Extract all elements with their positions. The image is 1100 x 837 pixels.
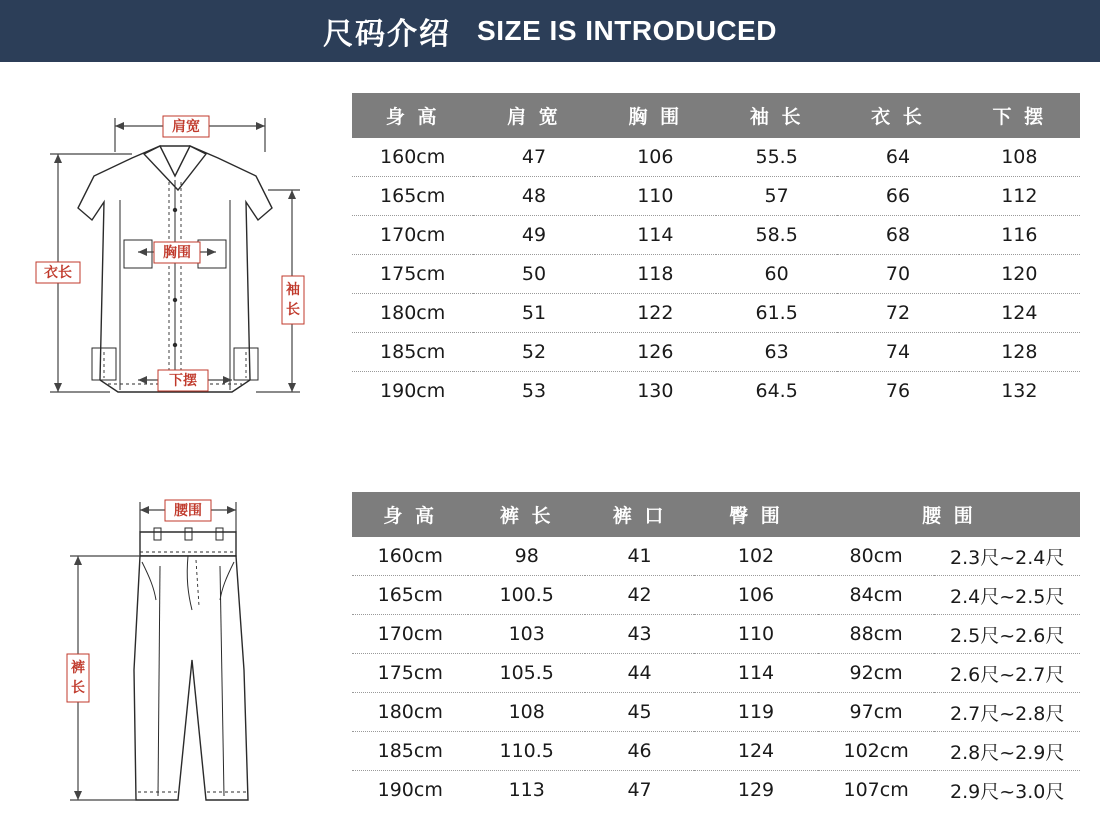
col-header-length: 衣 长	[837, 93, 958, 138]
jacket-diagram	[20, 80, 330, 420]
table-row	[352, 615, 1080, 654]
cell-waist-chi: 2.4尺~2.5尺	[934, 576, 1080, 615]
cell-pant-length: 113	[508, 779, 545, 801]
cell-height: 190cm	[377, 779, 443, 801]
jacket-size-table	[352, 93, 1080, 410]
cell-hip: 106	[694, 576, 818, 615]
cell-height: 180cm	[352, 294, 473, 333]
cell-shoulder: 49	[473, 216, 594, 255]
cell-waist-chi: 2.3尺~2.4尺	[934, 537, 1080, 576]
col-header-shoulder: 肩 宽	[473, 93, 594, 138]
cell-length: 64	[837, 138, 958, 177]
cell-hip: 119	[694, 693, 818, 732]
cell-waist-chi: 2.8尺~2.9尺	[934, 732, 1080, 771]
cell-hem: 112	[959, 177, 1080, 216]
cell-chest: 122	[595, 294, 716, 333]
cell-hem: 124	[959, 294, 1080, 333]
cell-length: 66	[837, 177, 958, 216]
cell-height: 165cm	[352, 177, 473, 216]
cell-hip: 129	[737, 779, 775, 801]
cell-shoulder: 47	[473, 138, 594, 177]
table-row	[352, 255, 1080, 294]
pants-size-table	[352, 492, 1080, 809]
cell-height: 175cm	[352, 255, 473, 294]
table-header-row	[352, 492, 1080, 537]
table-row	[352, 138, 1080, 177]
cell-hem: 116	[959, 216, 1080, 255]
pants-diagram	[20, 470, 330, 830]
col-header-chest: 胸 围	[595, 93, 716, 138]
cell-waist-chi: 2.7尺~2.8尺	[934, 693, 1080, 732]
cell-pant-opening: 45	[585, 693, 694, 732]
cell-hip: 102	[694, 537, 818, 576]
cell-chest: 126	[595, 333, 716, 372]
cell-waist-cm: 88cm	[818, 615, 934, 654]
cell-height: 190cm	[380, 380, 446, 402]
cell-pant-opening: 42	[585, 576, 694, 615]
cell-pant-length: 105.5	[468, 654, 584, 693]
cell-hip: 114	[694, 654, 818, 693]
col-header-waist: 腰 围	[818, 492, 1080, 537]
label-pant-length-1: 裤	[71, 660, 85, 676]
col-header-hip: 臀 围	[694, 492, 818, 537]
label-hem: 下摆	[169, 373, 197, 389]
cell-chest: 118	[595, 255, 716, 294]
table-row	[352, 693, 1080, 732]
cell-sleeve: 57	[716, 177, 837, 216]
table-row	[352, 216, 1080, 255]
label-waist: 腰围	[174, 503, 202, 519]
cell-shoulder: 51	[473, 294, 594, 333]
cell-sleeve: 55.5	[716, 138, 837, 177]
cell-height: 170cm	[352, 615, 468, 654]
cell-height: 175cm	[352, 654, 468, 693]
cell-chest: 130	[637, 380, 674, 402]
cell-length: 76	[885, 380, 911, 402]
cell-height: 160cm	[352, 537, 468, 576]
cell-shoulder: 53	[521, 380, 547, 402]
label-sleeve-2: 长	[286, 302, 300, 318]
label-chest: 胸围	[163, 245, 191, 261]
cell-waist-chi: 2.5尺~2.6尺	[934, 615, 1080, 654]
cell-shoulder: 48	[473, 177, 594, 216]
cell-waist-chi: 2.9尺~3.0尺	[949, 780, 1065, 803]
cell-waist-cm: 107cm	[843, 779, 909, 801]
cell-hem: 128	[959, 333, 1080, 372]
cell-height: 160cm	[352, 138, 473, 177]
label-pant-length-2: 长	[71, 680, 85, 696]
label-body-length: 衣长	[44, 265, 72, 281]
col-header-hem: 下 摆	[959, 93, 1080, 138]
cell-pant-opening: 46	[585, 732, 694, 771]
cell-height: 165cm	[352, 576, 468, 615]
cell-hip: 124	[694, 732, 818, 771]
cell-pant-opening: 44	[585, 654, 694, 693]
cell-sleeve: 61.5	[716, 294, 837, 333]
cell-chest: 110	[595, 177, 716, 216]
cell-pant-length: 110.5	[468, 732, 584, 771]
jacket-size-table-wrap	[352, 93, 1080, 410]
cell-pant-opening: 41	[585, 537, 694, 576]
cell-chest: 114	[595, 216, 716, 255]
cell-height: 170cm	[352, 216, 473, 255]
table-row	[352, 177, 1080, 216]
cell-height: 185cm	[352, 333, 473, 372]
cell-pant-length: 103	[468, 615, 584, 654]
table-row	[352, 576, 1080, 615]
cell-waist-cm: 80cm	[818, 537, 934, 576]
table-row	[352, 294, 1080, 333]
cell-sleeve: 58.5	[716, 216, 837, 255]
cell-pant-length: 100.5	[468, 576, 584, 615]
cell-hem: 120	[959, 255, 1080, 294]
col-header-pant-opening: 裤 口	[585, 492, 694, 537]
table-row	[352, 333, 1080, 372]
cell-sleeve: 64.5	[755, 380, 798, 402]
cell-waist-cm: 92cm	[818, 654, 934, 693]
cell-hem: 108	[959, 138, 1080, 177]
label-shoulder: 肩宽	[172, 119, 200, 135]
col-header-pant-length: 裤 长	[468, 492, 584, 537]
cell-hip: 110	[694, 615, 818, 654]
cell-height: 180cm	[352, 693, 468, 732]
page-header	[0, 0, 1100, 62]
table-row	[352, 771, 1080, 810]
cell-waist-cm: 84cm	[818, 576, 934, 615]
table-row	[352, 537, 1080, 576]
cell-shoulder: 50	[473, 255, 594, 294]
col-header-height: 身 高	[352, 492, 468, 537]
table-row	[352, 732, 1080, 771]
col-header-sleeve: 袖 长	[716, 93, 837, 138]
col-header-height: 身 高	[352, 93, 473, 138]
cell-waist-chi: 2.6尺~2.7尺	[934, 654, 1080, 693]
cell-sleeve: 60	[716, 255, 837, 294]
label-sleeve-1: 袖	[286, 282, 300, 298]
table-header-row	[352, 93, 1080, 138]
table-row	[352, 654, 1080, 693]
cell-waist-cm: 97cm	[818, 693, 934, 732]
cell-shoulder: 52	[473, 333, 594, 372]
page-title-en: SIZE IS INTRODUCED	[477, 15, 777, 46]
page-title-cn: 尺码介绍	[323, 17, 452, 52]
cell-hem: 132	[1001, 380, 1038, 402]
pants-size-table-wrap	[352, 492, 1080, 809]
cell-sleeve: 63	[716, 333, 837, 372]
cell-pant-length: 98	[468, 537, 584, 576]
cell-chest: 106	[595, 138, 716, 177]
cell-length: 72	[837, 294, 958, 333]
cell-length: 68	[837, 216, 958, 255]
cell-pant-opening: 43	[585, 615, 694, 654]
cell-pant-opening: 47	[627, 779, 652, 801]
cell-waist-cm: 102cm	[818, 732, 934, 771]
cell-length: 70	[837, 255, 958, 294]
cell-pant-length: 108	[468, 693, 584, 732]
table-row	[352, 372, 1080, 411]
cell-length: 74	[837, 333, 958, 372]
cell-height: 185cm	[352, 732, 468, 771]
